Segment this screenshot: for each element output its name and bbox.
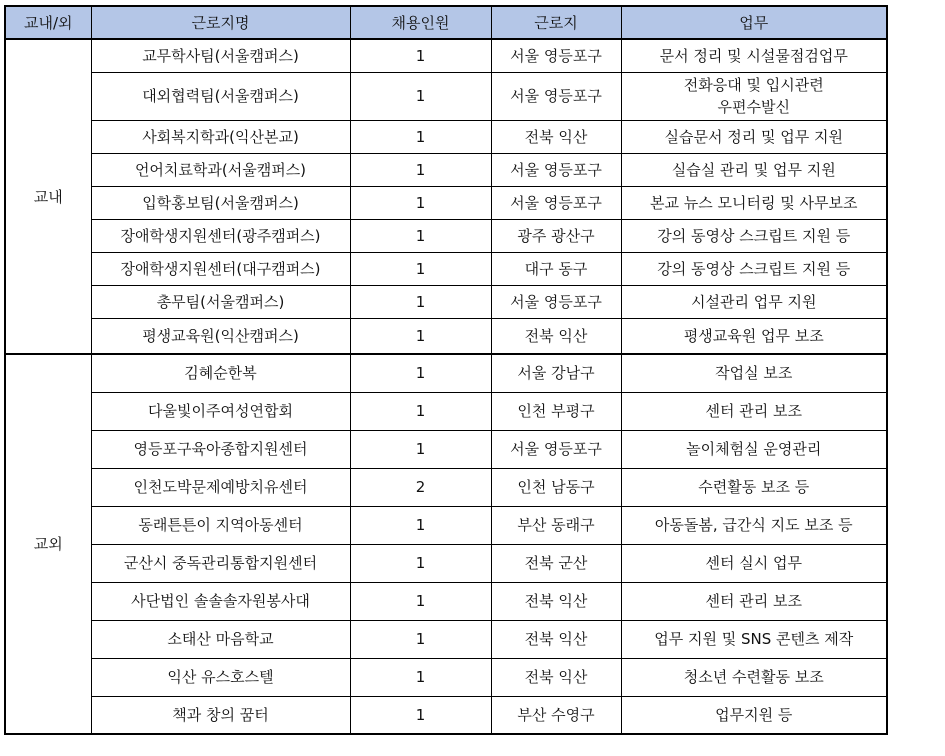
headcount-cell: 1 bbox=[350, 120, 491, 153]
task-cell: 실습문서 정리 및 업무 지원 bbox=[621, 120, 887, 153]
headcount-cell: 1 bbox=[350, 354, 491, 392]
workplace-name-cell: 평생교육원(익산캠퍼스) bbox=[91, 318, 350, 354]
workplace-name-cell: 교무학사팀(서울캠퍼스) bbox=[91, 39, 350, 72]
table-row bbox=[5, 252, 887, 285]
location-cell: 대구 동구 bbox=[491, 252, 621, 285]
headcount-cell: 1 bbox=[350, 72, 491, 120]
task-cell: 시설관리 업무 지원 bbox=[621, 285, 887, 318]
headcount-cell: 1 bbox=[350, 658, 491, 696]
header-workplace-name: 근로지명 bbox=[91, 6, 350, 39]
workplace-name-cell: 군산시 중독관리통합지원센터 bbox=[91, 544, 350, 582]
location-cell: 서울 영등포구 bbox=[491, 39, 621, 72]
table-row bbox=[5, 620, 887, 658]
workplace-name-cell: 영등포구육아종합지원센터 bbox=[91, 430, 350, 468]
table-row bbox=[5, 39, 887, 72]
task-cell: 본교 뉴스 모니터링 및 사무보조 bbox=[621, 186, 887, 219]
headcount-cell: 1 bbox=[350, 506, 491, 544]
task-cell: 센터 실시 업무 bbox=[621, 544, 887, 582]
headcount-cell: 1 bbox=[350, 252, 491, 285]
task-cell: 업무 지원 및 SNS 콘텐츠 제작 bbox=[621, 620, 887, 658]
task-cell: 실습실 관리 및 업무 지원 bbox=[621, 153, 887, 186]
table-row bbox=[5, 696, 887, 734]
table-row bbox=[5, 582, 887, 620]
workplace-name-cell: 인천도박문제예방치유센터 bbox=[91, 468, 350, 506]
workplace-name-cell: 다울빛이주여성연합회 bbox=[91, 392, 350, 430]
location-cell: 인천 부평구 bbox=[491, 392, 621, 430]
table-row bbox=[5, 544, 887, 582]
headcount-cell: 1 bbox=[350, 620, 491, 658]
workplace-name-cell: 사단법인 솔솔솔자원봉사대 bbox=[91, 582, 350, 620]
header-row bbox=[5, 6, 887, 39]
task-cell: 문서 정리 및 시설물점검업무 bbox=[621, 39, 887, 72]
table-row bbox=[5, 354, 887, 392]
section-on-campus bbox=[5, 39, 887, 354]
headcount-cell: 2 bbox=[350, 468, 491, 506]
table-row bbox=[5, 506, 887, 544]
location-cell: 서울 영등포구 bbox=[491, 153, 621, 186]
task-cell bbox=[621, 72, 887, 120]
table-row bbox=[5, 186, 887, 219]
workplace-name-cell: 장애학생지원센터(대구캠퍼스) bbox=[91, 252, 350, 285]
headcount-cell: 1 bbox=[350, 544, 491, 582]
header-group: 교내/외 bbox=[5, 6, 91, 39]
location-cell: 서울 영등포구 bbox=[491, 430, 621, 468]
headcount-cell: 1 bbox=[350, 285, 491, 318]
task-cell: 놀이체험실 운영관리 bbox=[621, 430, 887, 468]
workplace-name-cell: 소태산 마음학교 bbox=[91, 620, 350, 658]
headcount-cell: 1 bbox=[350, 186, 491, 219]
workplace-name-cell: 김혜순한복 bbox=[91, 354, 350, 392]
table-row bbox=[5, 392, 887, 430]
location-cell: 전북 익산 bbox=[491, 620, 621, 658]
header-headcount: 채용인원 bbox=[350, 6, 491, 39]
table-row bbox=[5, 468, 887, 506]
location-cell: 전북 익산 bbox=[491, 120, 621, 153]
task-line: 전화응대 및 입시관련 bbox=[683, 76, 824, 94]
headcount-cell: 1 bbox=[350, 696, 491, 734]
location-cell: 전북 익산 bbox=[491, 582, 621, 620]
location-cell: 서울 강남구 bbox=[491, 354, 621, 392]
task-cell: 강의 동영상 스크립트 지원 등 bbox=[621, 219, 887, 252]
section-off-campus bbox=[5, 354, 887, 734]
location-cell: 부산 수영구 bbox=[491, 696, 621, 734]
task-cell: 작업실 보조 bbox=[621, 354, 887, 392]
workplace-name-cell: 장애학생지원센터(광주캠퍼스) bbox=[91, 219, 350, 252]
task-cell: 강의 동영상 스크립트 지원 등 bbox=[621, 252, 887, 285]
location-cell: 인천 남동구 bbox=[491, 468, 621, 506]
headcount-cell: 1 bbox=[350, 318, 491, 354]
table-row bbox=[5, 153, 887, 186]
workplace-name-cell: 동래튼튼이 지역아동센터 bbox=[91, 506, 350, 544]
table-row bbox=[5, 658, 887, 696]
workplace-name-cell: 총무팀(서울캠퍼스) bbox=[91, 285, 350, 318]
location-cell: 전북 익산 bbox=[491, 658, 621, 696]
task-cell: 센터 관리 보조 bbox=[621, 392, 887, 430]
location-cell: 부산 동래구 bbox=[491, 506, 621, 544]
workplace-name-cell: 입학홍보팀(서울캠퍼스) bbox=[91, 186, 350, 219]
task-cell: 수련활동 보조 등 bbox=[621, 468, 887, 506]
location-cell: 서울 영등포구 bbox=[491, 72, 621, 120]
headcount-cell: 1 bbox=[350, 39, 491, 72]
location-cell: 전북 익산 bbox=[491, 318, 621, 354]
task-line: 우편수발신 bbox=[717, 98, 790, 116]
workplace-name-cell: 사회복지학과(익산본교) bbox=[91, 120, 350, 153]
location-cell: 서울 영등포구 bbox=[491, 186, 621, 219]
group-cell: 교내 bbox=[5, 39, 91, 354]
task-cell: 센터 관리 보조 bbox=[621, 582, 887, 620]
location-cell: 광주 광산구 bbox=[491, 219, 621, 252]
headcount-cell: 1 bbox=[350, 219, 491, 252]
table-row bbox=[5, 285, 887, 318]
table-row bbox=[5, 219, 887, 252]
headcount-cell: 1 bbox=[350, 392, 491, 430]
headcount-cell: 1 bbox=[350, 430, 491, 468]
location-cell: 전북 군산 bbox=[491, 544, 621, 582]
headcount-cell: 1 bbox=[350, 582, 491, 620]
workplace-name-cell: 익산 유스호스텔 bbox=[91, 658, 350, 696]
header-task: 업무 bbox=[621, 6, 887, 39]
workplace-name-cell: 책과 창의 꿈터 bbox=[91, 696, 350, 734]
task-cell: 아동돌봄, 급간식 지도 보조 등 bbox=[621, 506, 887, 544]
group-cell: 교외 bbox=[5, 354, 91, 734]
table-row bbox=[5, 72, 887, 120]
table-row bbox=[5, 318, 887, 354]
task-cell: 평생교육원 업무 보조 bbox=[621, 318, 887, 354]
task-cell: 업무지원 등 bbox=[621, 696, 887, 734]
workplace-name-cell: 대외협력팀(서울캠퍼스) bbox=[91, 72, 350, 120]
workplace-name-cell: 언어치료학과(서울캠퍼스) bbox=[91, 153, 350, 186]
location-cell: 서울 영등포구 bbox=[491, 285, 621, 318]
table-row bbox=[5, 430, 887, 468]
table-row bbox=[5, 120, 887, 153]
header-location: 근로지 bbox=[491, 6, 621, 39]
task-cell: 청소년 수련활동 보조 bbox=[621, 658, 887, 696]
headcount-cell: 1 bbox=[350, 153, 491, 186]
job-placement-table bbox=[4, 5, 888, 735]
